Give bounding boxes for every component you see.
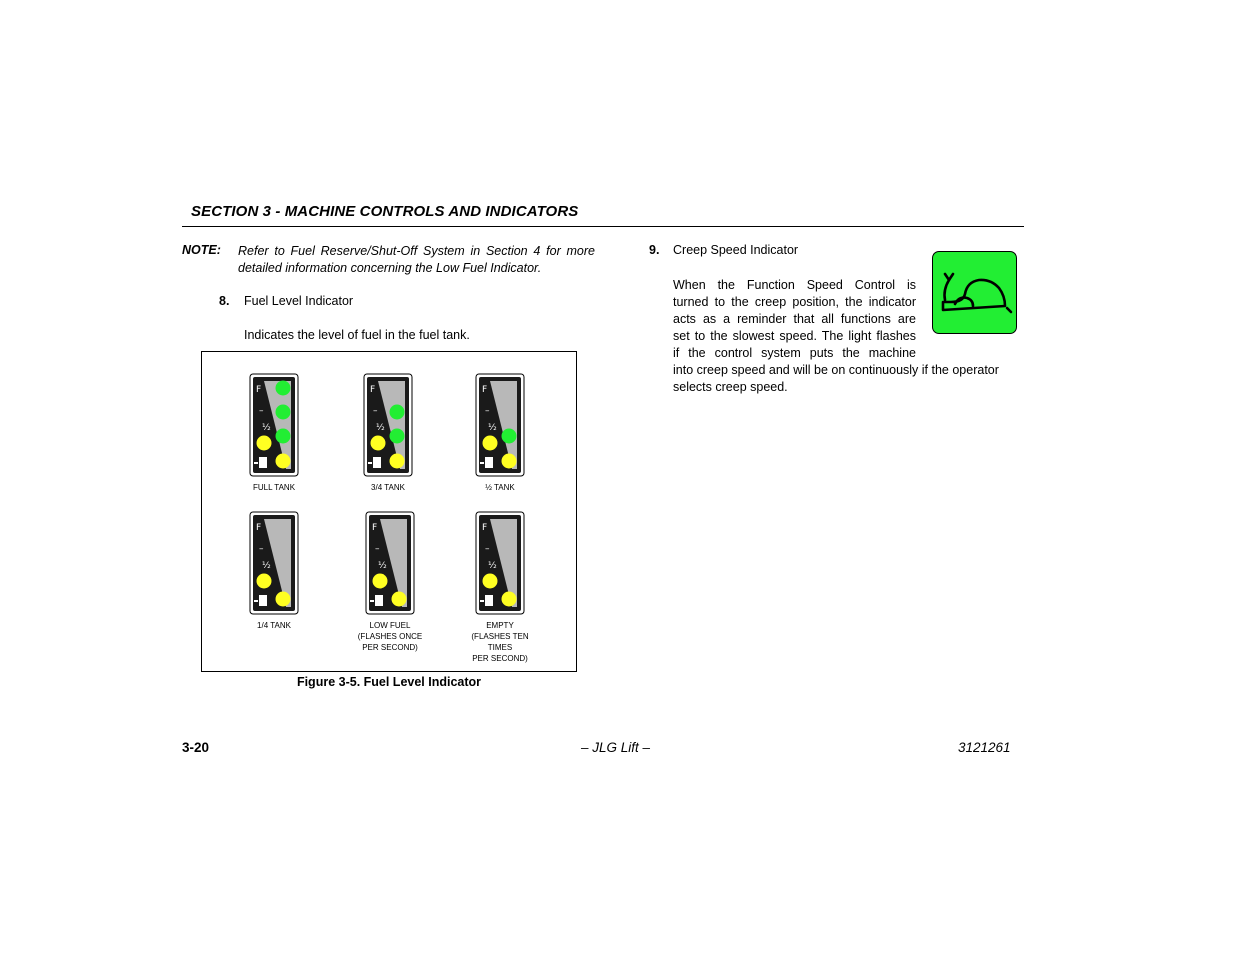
creep-line-5: if the control system puts the machine — [673, 346, 916, 360]
gauge-light-yellow — [371, 436, 386, 451]
header-rule — [182, 226, 1024, 227]
gauge-label-line: PER SECOND) — [472, 654, 528, 663]
creep-line-3: acts as a reminder that all functions are — [673, 312, 916, 326]
gauge-light-yellow — [390, 454, 405, 469]
gauge-light-yellow — [257, 574, 272, 589]
gauge-light-yellow — [502, 454, 517, 469]
figure-caption: Figure 3-5. Fuel Level Indicator — [296, 675, 482, 689]
gauge-mark-quarter: – — [375, 544, 380, 554]
creep-line-4: set to the slowest speed. The light flashes — [673, 329, 916, 343]
fuel-pump-nozzle — [254, 600, 258, 602]
gauge-mark-half: ½ — [376, 423, 385, 433]
gauge-mark-full: F — [482, 385, 488, 395]
gauge-light-yellow — [392, 592, 407, 607]
gauge-label-line: (FLASHES ONCE — [357, 632, 423, 641]
gauge-light-yellow — [276, 454, 291, 469]
gauge-mark-half: ½ — [488, 423, 497, 433]
gauge-mark-full: F — [256, 385, 262, 395]
creep-line-2: turned to the creep position, the indicator — [673, 295, 916, 309]
gauge-light-yellow — [502, 592, 517, 607]
gauge-mark-half: ½ — [262, 561, 271, 571]
gauge-light-yellow — [257, 436, 272, 451]
item-8-number: 8. — [219, 294, 230, 308]
fuel-pump-icon — [485, 595, 493, 606]
gauge-label-line: PER SECOND) — [362, 643, 418, 652]
gauge-mark-quarter: – — [485, 406, 490, 416]
gauge-label-line: TIMES — [487, 643, 513, 652]
snail-icon — [933, 252, 1016, 333]
gauge-label-line: FULL TANK — [252, 483, 296, 492]
fuel-pump-icon — [259, 457, 267, 468]
gauge-light-yellow — [483, 574, 498, 589]
document-number: 3121261 — [958, 740, 1011, 755]
gauge-mark-full: F — [370, 385, 376, 395]
footer-center: – JLG Lift – — [581, 740, 651, 755]
gauge-mark-quarter: – — [259, 544, 264, 554]
gauge-mark-full: F — [482, 523, 488, 533]
gauge-light-yellow — [373, 574, 388, 589]
fuel-gauge-diagram — [202, 352, 576, 671]
gauge-label-line: ½ TANK — [485, 483, 515, 492]
gauge-label-line: 1/4 TANK — [257, 621, 291, 630]
gauge-mark-half: ½ — [488, 561, 497, 571]
creep-line-rest: into creep speed and will be on continuously if the operator selects creep speed. — [673, 363, 999, 394]
note-text: Refer to Fuel Reserve/Shut-Off System in Section 4 for more detailed information concerning the Low Fuel Indicator. — [238, 244, 595, 275]
note-label: NOTE: — [182, 243, 221, 257]
page-number: 3-20 — [182, 740, 210, 755]
gauge-mark-half: ½ — [378, 561, 387, 571]
fuel-pump-nozzle — [254, 462, 258, 464]
item-9-title: Creep Speed Indicator — [673, 243, 799, 257]
item-8-description: Indicates the level of fuel in the fuel tank. — [244, 328, 470, 342]
gauge-mark-half: ½ — [262, 423, 271, 433]
fuel-pump-icon — [373, 457, 381, 468]
fuel-pump-nozzle — [368, 462, 372, 464]
gauge-label-line: LOW FUEL — [369, 621, 411, 630]
fuel-pump-icon — [259, 595, 267, 606]
gauge-label-line: 3/4 TANK — [371, 483, 405, 492]
gauge-label-line: (FLASHES TEN — [471, 632, 529, 641]
fuel-level-figure — [201, 351, 577, 672]
fuel-pump-nozzle — [370, 600, 374, 602]
gauge-light-yellow — [276, 592, 291, 607]
section-title: SECTION 3 - MACHINE CONTROLS AND INDICATORS — [191, 203, 579, 220]
gauge-mark-quarter: – — [259, 406, 264, 416]
fuel-pump-nozzle — [480, 462, 484, 464]
fuel-pump-nozzle — [480, 600, 484, 602]
creep-speed-indicator — [932, 251, 1017, 334]
gauge-light-yellow — [483, 436, 498, 451]
fuel-pump-icon — [485, 457, 493, 468]
gauge-light-green — [502, 429, 517, 444]
gauge-light-green — [276, 405, 291, 420]
gauge-light-green — [390, 405, 405, 420]
gauge-mark-full: F — [256, 523, 262, 533]
item-8-title: Fuel Level Indicator — [244, 294, 354, 308]
gauge-light-green — [276, 429, 291, 444]
gauge-light-green — [276, 381, 291, 396]
gauge-mark-quarter: – — [373, 406, 378, 416]
creep-line-1: When the Function Speed Control is — [673, 278, 916, 292]
gauge-label-line: EMPTY — [486, 621, 514, 630]
gauge-light-green — [390, 429, 405, 444]
item-9-number: 9. — [649, 243, 660, 257]
fuel-pump-icon — [375, 595, 383, 606]
gauge-mark-full: F — [372, 523, 378, 533]
gauge-mark-quarter: – — [485, 544, 490, 554]
